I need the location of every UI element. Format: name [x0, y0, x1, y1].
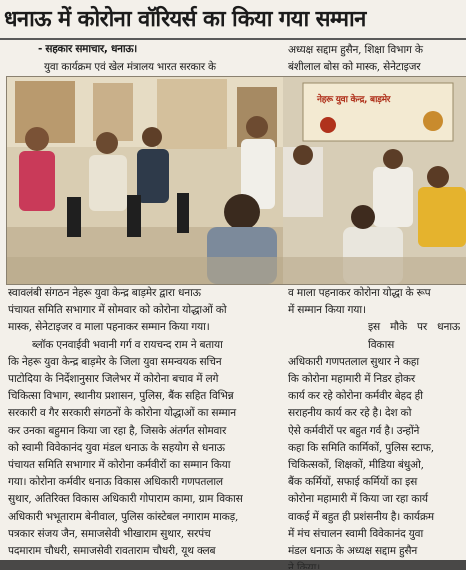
text-line: ब्लॉक एनवाईवी भवानी गर्ग व रायचन्द राम ने बताया: [32, 338, 223, 351]
text-line: बंशीलाल बोस को मास्क, सेनेटाइजर: [288, 61, 421, 74]
text-line: गया। कोरोना कर्मवीर धनाऊ विकास अधिकारी गणपतलाल: [8, 476, 223, 489]
text-line: स्वावलंबी संगठन नेहरू युवा केन्द्र बाड़मेर द्वारा धनाऊ: [8, 287, 201, 299]
news-photo-right: [283, 76, 466, 285]
right-column-top: [288, 42, 460, 76]
text-line: पंचायत समिति सभागार में कोरोना कर्मवीरों का सम्मान किया: [8, 459, 231, 472]
photo-scene: [7, 77, 284, 284]
text-line: चिकित्सकों, शिक्षकों, मीडिया बंधुओ,: [288, 459, 424, 472]
text-line: सुथार, अतिरिक्त विकास अधिकारी गोपाराम कामा, ग्राम विकास: [8, 493, 243, 506]
text-line: सराहनीय कार्य कर रहे है। देश को: [288, 407, 412, 420]
text-line: कि नेहरू युवा केन्द्र बाड़मेर के जिला युवा समन्वयक सचिन: [8, 355, 222, 368]
text-line: को स्वामी विवेकानंद युवा मंडल धनाऊ के सहयोग से धनाऊ: [8, 441, 225, 454]
news-photo: [6, 76, 285, 285]
text-line: अधिकारी भभूताराम बेनीवाल, पुलिस कांस्टेबल नगाराम माकड़,: [8, 510, 239, 523]
text-line: कि कोरोना महामारी में निडर होकर: [288, 373, 415, 386]
text-line: में सम्मान किया गया।: [288, 304, 366, 317]
intro-line: युवा कार्यक्रम एवं खेल मंत्रालय भारत सरकार के: [44, 61, 216, 73]
text-line: कहा कि समिति कार्मिकों, पुलिस स्टाफ,: [288, 441, 434, 454]
banner-text: नेहरू युवा केन्द्र, बाड़मेर: [317, 95, 391, 105]
byline: - सहकार समाचार, धनाऊ।: [38, 43, 137, 55]
text-line: पदमाराम चौधरी, समाजसेवी रावताराम चौधरी, यूथ क्लब: [8, 545, 216, 558]
headline: धनाऊ में कोरोना वॉरियर्स का किया गया सम्मान: [4, 7, 366, 32]
text-line: अध्यक्ष सद्दाम हुसैन, शिक्षा विभाग के: [288, 44, 423, 56]
next-headline-strip: [0, 560, 466, 570]
left-column: [8, 285, 278, 569]
text-line: कोरोना महामारी में किया जा रहा कार्य: [288, 493, 428, 506]
text-line: व माला पहनाकर कोरोना योद्धा के रूप: [288, 287, 431, 299]
text-line: मास्क, सेनेटाइजर व माला पहनाकर सम्मान किया गया।: [8, 321, 210, 334]
text-line: सरकारी व गैर सरकारी संगठनों के कोरोना योद्धाओं का सम्मान: [8, 407, 236, 420]
text-line: कार्य कर रहे कोरोना कर्मवीर बेहद ही: [288, 390, 423, 403]
right-column: [288, 285, 460, 569]
text-line: अधिकारी गणपतलाल सुथार ने कहा: [288, 355, 419, 368]
text-line: में मंच संचालन स्वामी विवेकानंद युवा: [288, 527, 424, 540]
text-line: ऐसे कर्मवीरों पर बहुत गर्व है। उन्होंने: [288, 424, 420, 437]
text-line: चिकित्सा विभाग, स्थानीय प्रशासन, पुलिस, बैंक सहित विभिन्न: [8, 390, 234, 403]
text-line: इस मौके पर धनाऊ विकास: [368, 321, 460, 351]
text-line: बैंक कर्मियों, सफाई कर्मियों का इस: [288, 476, 418, 489]
photo-scene-right: [283, 77, 466, 284]
text-line: कर उनका बहुमान किया जा रहा है, जिसके अंतर्गत सोमवार: [8, 424, 227, 437]
text-line: पंचायत समिति सभागार में सोमवार को कोरोना योद्धाओं को: [8, 304, 227, 317]
text-line: पाटोदिया के निर्देशानुसार जिलेभर में कोरोना बचाव में लगे: [8, 373, 219, 386]
text-line: पत्रकार संजय जैन, समाजसेवी भीखाराम सुथार, सरपंच: [8, 527, 211, 540]
text-line: मंडल धनाऊ के अध्यक्ष सद्दाम हुसैन: [288, 545, 418, 558]
headline-rule: [0, 38, 466, 40]
text-line: वाकई में बहुत ही प्रशंसनीय है। कार्यक्रम: [288, 510, 434, 523]
